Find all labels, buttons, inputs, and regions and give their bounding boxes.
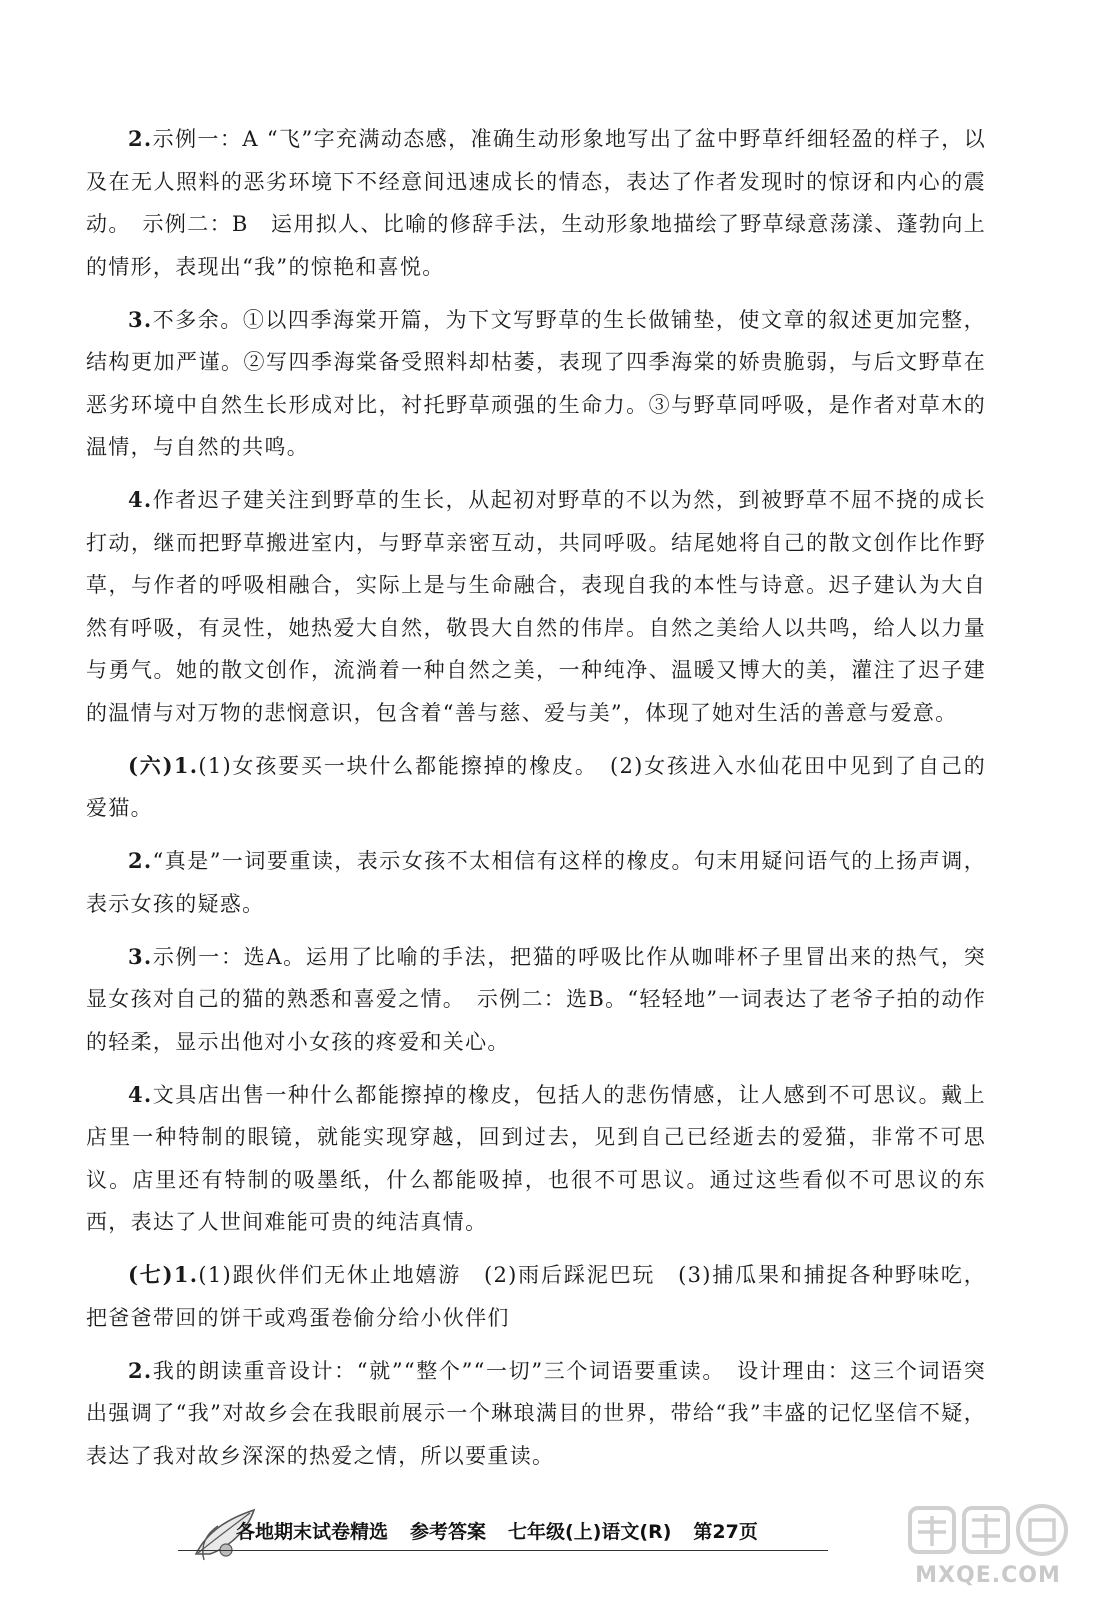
answer-text: 作者迟子建关注到野草的生长，从起初对野草的不以为然，到被野草不屈不挠的成长打动，继而把野草搬进室内，与野草亲密互动，共同呼吸。结尾她将自己的散文创作比作野草，与作者的呼吸相融合，实际上是与生命融合，表现自我的本性与诗意。迟子建认为大自然有呼吸，有灵性，她热爱大自然，敬畏大自然的伟岸。自然之美给人以共鸣，给人以力量与勇气。她的散文创作，流淌着一种自然之美，一种纯净、温暖又博大的美，灌注了迟子建的温情与对万物的悲悯意识，包含着“善与慈、爱与美”，体现了她对生活的善意与爱意。 (86, 488, 986, 725)
answer-text: 我的朗读重音设计：“就”“整个”“一切”三个词语要重读。 设计理由：这三个词语突出强调了“我”对故乡会在我眼前展示一个琳琅满目的世界，带给“我”丰盛的记忆坚信不疑，表达了我对故乡深深的热爱之情，所以要重读。 (86, 1358, 986, 1468)
answer-paragraph-6 (86, 936, 986, 1064)
watermark-logo-icon (888, 1500, 1088, 1562)
answer-text: “真是”一词要重读，表示女孩不太相信有这样的橡皮。句末用疑问语气的上扬声调，表示女孩的疑惑。 (86, 849, 986, 916)
answer-paragraph-7 (86, 1074, 986, 1244)
answer-text: 示例一：A “飞”字充满动态感，准确生动形象地写出了盆中野草纤细轻盈的样子，以及在无人照料的恶劣环境下不经意间迅速成长的情态，表达了作者发现时的惊讶和内心的震动。 示例二：B 运用拟人、比喻的修辞手法，生动形象地描绘了野草绿意荡漾、蓬勃向上的情形，表现出“我”的惊艳和喜悦。 (86, 127, 986, 279)
answer-number: 4. (128, 487, 153, 512)
answer-text: 示例一：选A。运用了比喻的手法，把猫的呼吸比作从咖啡杯子里冒出来的热气，突显女孩对自己的猫的熟悉和喜爱之情。 示例二：选B。“轻轻地”一词表达了老爷子拍的动作的轻柔，显示出他对小女孩的疼爱和关心。 (86, 944, 986, 1054)
answer-paragraph-5 (86, 840, 986, 925)
answer-content (86, 118, 986, 1488)
answer-number: 2. (128, 126, 153, 151)
watermark (888, 1500, 1088, 1592)
section-label: (七) (128, 1262, 174, 1287)
answer-paragraph-9 (86, 1350, 986, 1478)
footer-grade: 七年级(上)语文(R) (508, 1521, 672, 1543)
answer-text: (1)女孩要买一块什么都能擦掉的橡皮。 (2)女孩进入水仙花田中见到了自己的爱猫。 (86, 753, 987, 820)
answer-paragraph-3 (86, 479, 986, 734)
answer-paragraph-8 (86, 1254, 986, 1339)
section-label: (六) (128, 752, 174, 778)
footer-book-title: 各地期末试卷精选 (236, 1521, 389, 1543)
answer-paragraph-2 (86, 299, 986, 469)
watermark-text: MXQE.COM (915, 1563, 1061, 1588)
footer-page-number: 第27页 (693, 1521, 758, 1543)
answer-number: 2. (128, 1357, 153, 1383)
answer-paragraph-1 (86, 118, 986, 288)
footer-section: 参考答案 (410, 1521, 487, 1543)
page-footer (178, 1511, 828, 1551)
answer-text: (1)跟伙伴们无休止地嬉游 (2)雨后踩泥巴玩 (3)捕瓜果和捕捉各种野味吃，把爸爸带回的饼干或鸡蛋卷偷分给小伙伴们 (86, 1263, 986, 1330)
answer-number: 4. (128, 1081, 153, 1107)
answer-text: 文具店出售一种什么都能擦掉的橡皮，包括人的悲伤情感，让人感到不可思议。戴上店里一种特制的眼镜，就能实现穿越，回到过去，见到自己已经逝去的爱猫，非常不可思议。店里还有特制的吸墨纸，什么都能吸掉，也很不可思议。通过这些看似不可思议的东西，表达了人世间难能可贵的纯洁真情。 (86, 1082, 986, 1234)
answer-number: 3. (128, 943, 153, 969)
answer-text: 不多余。①以四季海棠开篇，为下文写野草的生长做铺垫，使文章的叙述更加完整，结构更加严谨。②写四季海棠备受照料却枯萎，表现了四季海棠的娇贵脆弱，与后文野草在恶劣环境中自然生长形成对比，衬托野草顽强的生命力。③与野草同呼吸，是作者对草木的温情，与自然的共鸣。 (86, 307, 986, 459)
answer-number: 2. (128, 848, 153, 873)
answer-paragraph-4 (86, 745, 986, 830)
answer-number: 1. (173, 752, 199, 778)
answer-number: 1. (173, 1262, 199, 1287)
answer-number: 3. (128, 306, 153, 332)
